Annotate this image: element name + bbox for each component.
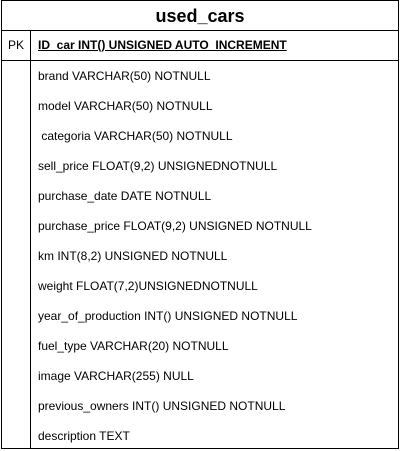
field-row[interactable]: weight FLOAT(7,2)UNSIGNEDNOTNULL	[38, 279, 258, 293]
column-divider	[30, 31, 31, 449]
field-row[interactable]: description TEXT	[38, 429, 130, 443]
pk-field: ID_car INT() UNSIGNED AUTO_INCREMENT	[38, 38, 287, 52]
field-row[interactable]: brand VARCHAR(50) NOTNULL	[38, 69, 211, 83]
field-row[interactable]: image VARCHAR(255) NULL	[38, 369, 194, 383]
entity-table-used-cars[interactable]	[1, 0, 399, 449]
field-row[interactable]: previous_owners INT() UNSIGNED NOTNULL	[38, 399, 286, 413]
field-row[interactable]: categoria VARCHAR(50) NOTNULL	[38, 129, 233, 143]
table-title: used_cars	[2, 1, 398, 31]
field-row[interactable]: model VARCHAR(50) NOTNULL	[38, 99, 213, 113]
field-row[interactable]: sell_price FLOAT(9,2) UNSIGNEDNOTNULL	[38, 159, 278, 173]
field-list	[38, 61, 398, 451]
field-row[interactable]: purchase_price FLOAT(9,2) UNSIGNED NOTNULL	[38, 219, 312, 233]
field-row[interactable]: year_of_production INT() UNSIGNED NOTNULL	[38, 309, 298, 323]
field-row[interactable]: km INT(8,2) UNSIGNED NOTNULL	[38, 249, 228, 263]
primary-key-row[interactable]	[2, 31, 398, 61]
field-row[interactable]: fuel_type VARCHAR(20) NOTNULL	[38, 339, 229, 353]
field-row[interactable]: purchase_date DATE NOTNULL	[38, 189, 212, 203]
pk-label: PK	[7, 38, 24, 52]
